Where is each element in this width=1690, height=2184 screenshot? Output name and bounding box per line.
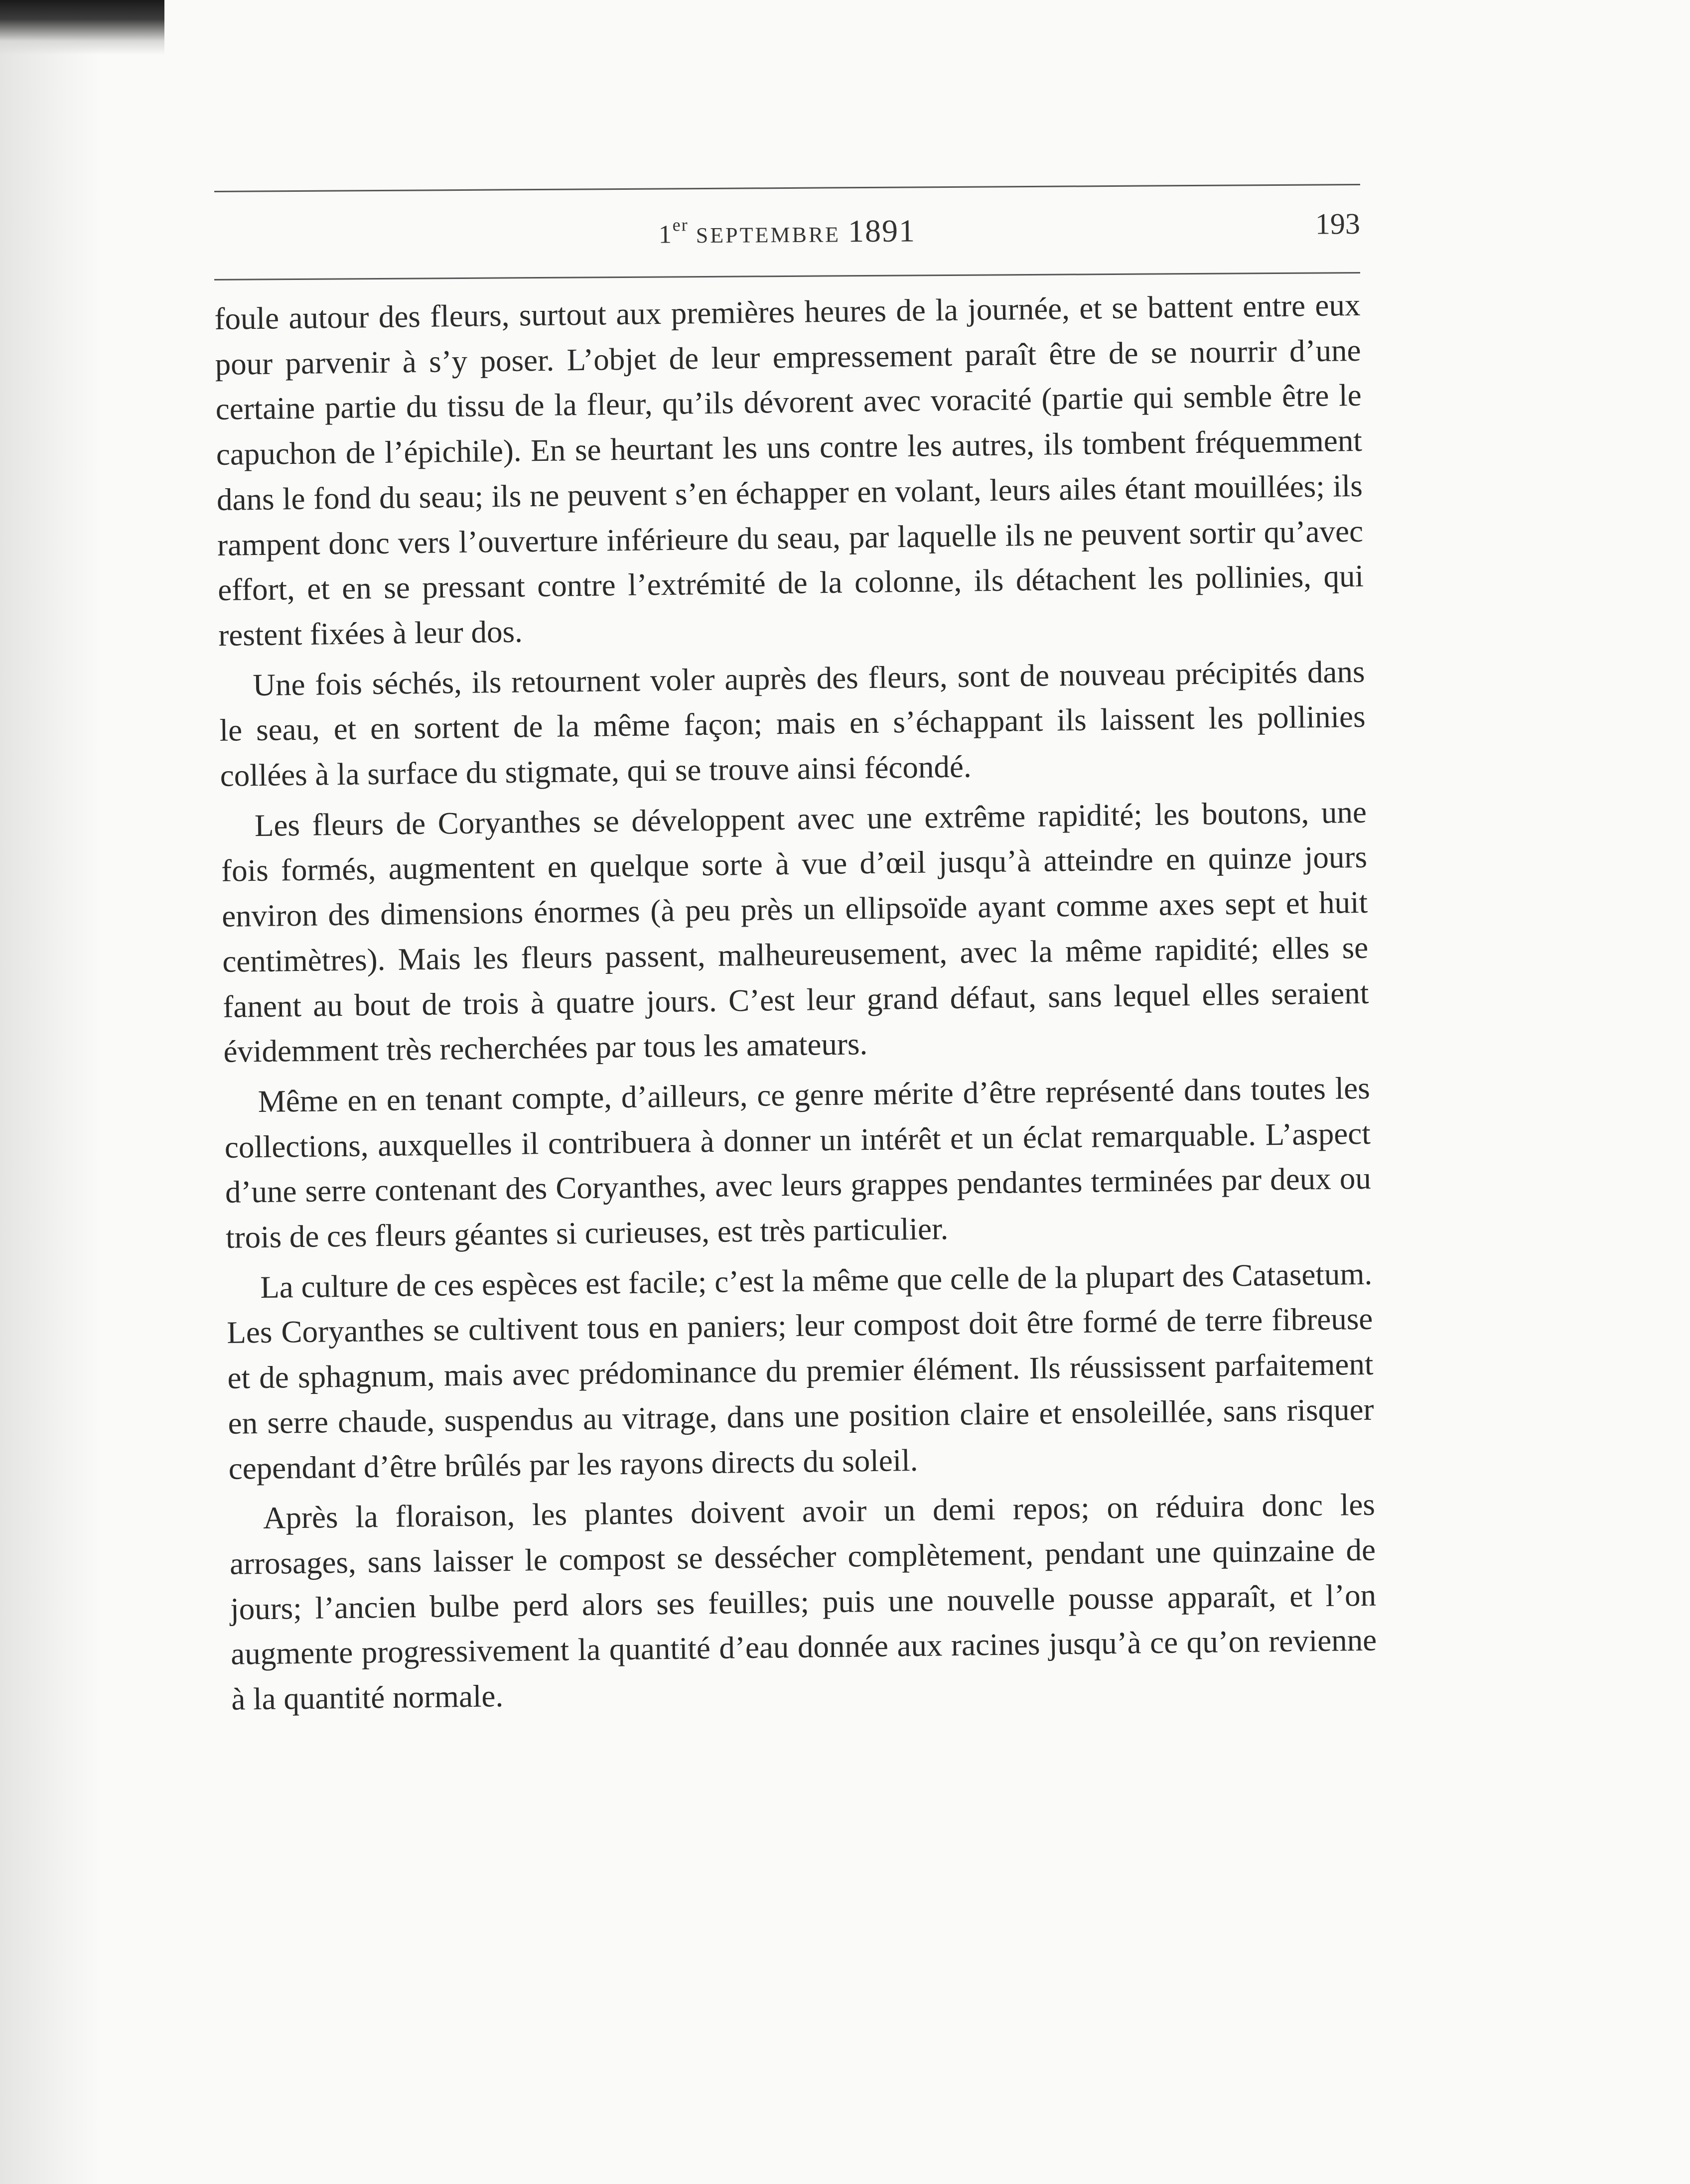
paragraph-1: foule autour des fleurs, surtout aux premières heures de la journée, et se battent entre eux pour parvenir à s’y poser. L’objet de leur empressement paraît être de se nourrir d’une certaine partie du tissu de la fleur, qu’ils dévorent avec voracité (partie qui semble être le capuchon de l’épichile). En se heurtant les uns contre les autres, ils tombent fréquemment dans le fond du seau; ils ne peuvent s’en échapper en volant, leurs ailes étant mouillées; ils rampent donc vers l’ouverture inférieure du seau, par laquelle ils ne peuvent sortir qu’avec effort, et en se pressant contre l’extrémité de la colonne, ils détachent les pollinies, qui restent fixées à leur dos. <box>214 287 1364 653</box>
page-shadow-top <box>0 0 164 55</box>
paragraph-5: La culture de ces espèces est facile; c’est la même que celle de la plupart des Catasetum. Les Coryanthes se cultivent tous en paniers; leur compost doit être formé de terre fibreuse et de sphagnum, mais avec prédominance du premier élément. Ils réussissent parfaitement en serre chaude, suspendus au vitrage, dans une position claire et ensoleillée, sans risquer cependant d’être brûlés par les rayons directs du soleil. <box>226 1256 1374 1486</box>
date-year: 1891 <box>847 213 916 249</box>
paragraph-2: Une fois séchés, ils retournent voler auprès des fleurs, sont de nouveau précipités dans le seau, et en sortent de la même façon; mais en s’échappant ils laissent les pollinies collées à la surface du stigmate, qui se trouve ainsi fécondé. <box>219 654 1366 793</box>
paragraph-4: Même en en tenant compte, d’ailleurs, ce genre mérite d’être représenté dans toutes les collections, auxquelles il contribuera à donner un intérêt et un éclat remarquable. L’aspect d’une serre contenant des Coryanthes, avec leurs grappes pendantes terminées par deux ou trois de ces fleurs géantes si curieuses, est très particulier. <box>224 1070 1372 1255</box>
date-ordinal-suffix: er <box>672 215 689 235</box>
header-rule-top <box>214 184 1360 192</box>
page-number: 193 <box>1315 207 1361 241</box>
running-head-date <box>214 210 1360 254</box>
body-text <box>214 282 1378 1722</box>
date-month: SEPTEMBRE <box>696 222 841 248</box>
page-shadow-left <box>0 0 100 2184</box>
paragraph-6: Après la floraison, les plantes doivent avoir un demi repos; on réduira donc les arrosages, sans laisser le compost se dessécher complètement, pendant une quinzaine de jours; l’ancien bulbe perd alors ses feuilles; puis une nouvelle pousse apparaît, et l’on augmente progressivement la quantité d’eau donnée aux racines jusqu’à ce qu’on revienne à la quantité normale. <box>229 1487 1377 1717</box>
date-day: 1 <box>658 220 673 249</box>
running-head <box>214 205 1361 267</box>
header-rule-bottom <box>214 272 1360 280</box>
paragraph-3: Les fleurs de Coryanthes se développent avec une extrême rapidité; les boutons, une fois formés, augmentent en quelque sorte à vue d’œil jusqu’à atteindre en quinze jours environ des dimensions énormes (à peu près un ellipsoïde ayant comme axes sept et huit centimètres). Mais les fleurs passent, malheureusement, avec la même rapidité; elles se fanent au bout de trois à quatre jours. C’est leur grand défaut, sans lequel elles seraient évidemment très recherchées par tous les amateurs. <box>221 794 1369 1070</box>
